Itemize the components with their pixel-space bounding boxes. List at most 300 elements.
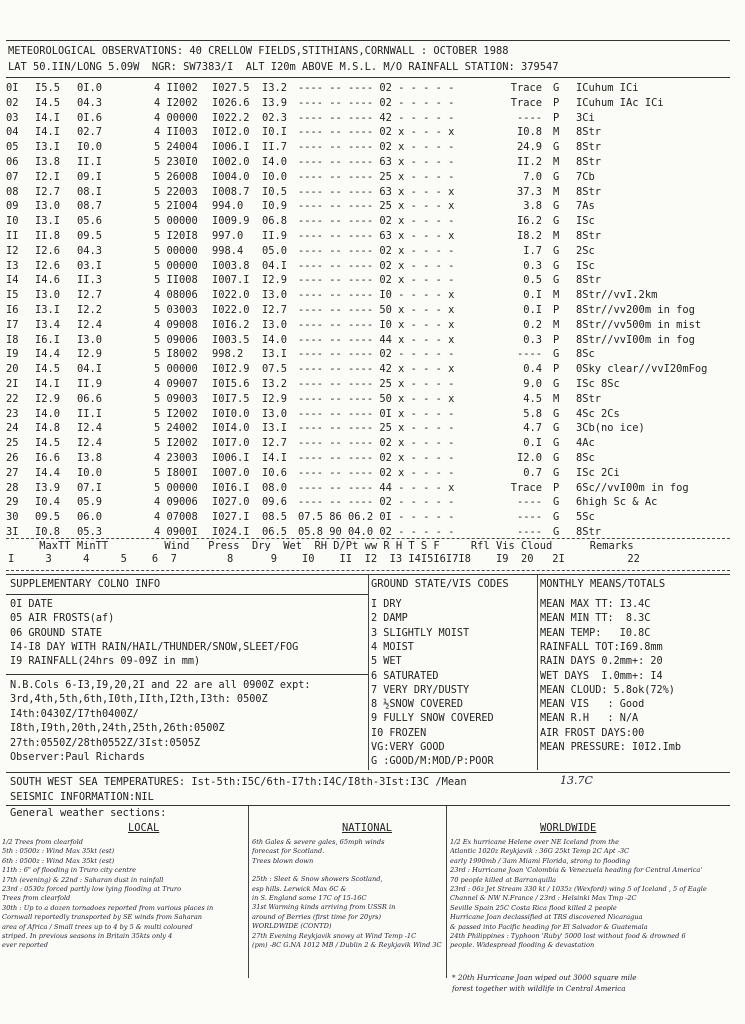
cell-mx: I0.4 <box>35 496 61 509</box>
cell-v: G <box>553 170 560 183</box>
cell-dry: I3.0 <box>262 318 288 331</box>
cell-p: I0I6.I <box>212 481 250 494</box>
cell-mx: I4.8 <box>35 422 61 435</box>
cell-cl: 7Cb <box>576 170 595 183</box>
ground-state-item: 4 MOIST <box>371 641 414 653</box>
cell-rf: 4.5 <box>523 392 542 405</box>
cell-dry: I3.2 <box>262 378 288 390</box>
cell-cl: 3Ci <box>576 111 595 124</box>
cell-d: I3 <box>6 259 19 272</box>
monthly-means-item: RAIN DAYS 0.2mm+: 20 <box>540 656 663 668</box>
cell-p: I0I2.9 <box>212 363 250 376</box>
supplementary-title: SUPPLEMENTARY COLNO INFO <box>10 578 161 590</box>
cell-mx: I3.8 <box>35 156 61 168</box>
cell-d: 09 <box>6 200 19 213</box>
cell-w: 5 09006 <box>154 333 198 346</box>
cell-rf: 0.3 <box>523 259 542 272</box>
cell-v: G <box>553 496 560 509</box>
general-rule <box>6 805 730 806</box>
local-note-line: 11th : 6" of flooding in Truro city centre <box>2 866 137 875</box>
cell-cl: ISc <box>576 259 595 272</box>
cell-cl: 8Str <box>576 126 602 139</box>
supplementary-item: 05 AIR FROSTS(af) <box>10 613 115 625</box>
cell-w: 5 00000 <box>154 363 198 376</box>
cell-mn: I2.9 <box>77 348 103 361</box>
cell-mid: ---- -- ---- 25 x - - - - <box>298 422 455 435</box>
column-headings: MaxTT MinTT Wind Press Dry Wet RH D/Pt ww R H T S F Rfl Vis Cloud Remarks <box>8 540 634 552</box>
cell-v: P <box>553 481 560 494</box>
cell-v: G <box>553 378 560 390</box>
cell-dry: 06.8 <box>262 215 288 228</box>
cell-rf: 0.2 <box>523 318 542 331</box>
cell-mid: ---- -- ---- 25 x - - - - <box>298 170 455 183</box>
cell-cl: 4Ac <box>576 437 595 450</box>
cell-mn: II.I <box>77 407 103 420</box>
cell-p: I006.I <box>212 141 250 154</box>
cell-mx: I4.5 <box>35 437 61 450</box>
cell-d: 23 <box>6 407 19 420</box>
local-note-line: 1/2 Trees from clearfold <box>2 838 83 846</box>
cell-cl: 8Sc <box>576 452 595 464</box>
cell-mn: 04.3 <box>77 96 103 109</box>
cell-mid: ---- -- ---- 44 - - - - x <box>298 481 455 494</box>
worldwide-note-line: 23rd : Hurricane Joan 'Colombia & Venezuela heading for Central America' <box>450 866 703 875</box>
cell-mn: I3.8 <box>77 452 103 464</box>
cell-rf: 9.0 <box>523 378 542 390</box>
seismic-information: SEISMIC INFORMATION:NIL <box>10 791 154 803</box>
cell-dry: I4.0 <box>262 333 288 346</box>
footnote-line: * 20th Hurricane Joan wiped out 3000 square mile <box>452 973 637 982</box>
national-note-line: in S. England some 17C of 15-16C <box>252 894 367 903</box>
cell-mid: ---- -- ---- 02 x - - - - <box>298 452 455 464</box>
ground-state-item: 5 WET <box>371 656 402 668</box>
supplementary-note-line: 3rd,4th,5th,6th,I0th,IIth,I2th,I3th: 0500Z <box>10 694 268 706</box>
supplementary-item: 06 GROUND STATE <box>10 627 103 639</box>
cell-w: 5 00000 <box>154 215 198 228</box>
cell-p: 997.0 <box>212 230 244 242</box>
cell-p: I004.0 <box>212 170 250 183</box>
cell-dry: 02.3 <box>262 111 288 124</box>
cell-d: I6 <box>6 304 19 316</box>
national-note-line: 31st Warming kinds arriving from USSR in <box>252 903 396 912</box>
cell-v: G <box>553 141 560 154</box>
cell-mid: ---- -- ---- 02 - - - - - <box>298 96 455 109</box>
cell-d: 02 <box>6 96 19 109</box>
worldwide-note-line: 1/2 Ex hurricane Helene over NE Iceland from the <box>450 838 620 846</box>
cell-w: 5 24002 <box>154 422 198 435</box>
cell-p: 994.0 <box>212 200 244 213</box>
ground-state-item: 6 SATURATED <box>371 670 439 682</box>
cell-mx: I4.0 <box>35 407 61 420</box>
cell-w: 4 09008 <box>154 318 198 331</box>
cell-v: M <box>553 126 560 139</box>
worldwide-title: WORLDWIDE <box>540 822 597 834</box>
monthly-means-title: MONTHLY MEANS/TOTALS <box>540 578 666 590</box>
cell-rf: ---- <box>516 526 542 538</box>
ground-state-item: 8 ½SNOW COVERED <box>371 699 464 711</box>
cell-d: 0I <box>6 82 19 94</box>
national-note-line: 6th Gales & severe gales, 65mph winds <box>252 838 385 846</box>
cell-cl: 8Str <box>576 185 602 198</box>
cell-cl: 8Str//vv500m in mist <box>576 318 702 331</box>
cell-d: I7 <box>6 318 19 331</box>
cell-v: P <box>553 96 560 109</box>
cell-mid: ---- -- ---- 50 x - - - x <box>298 392 455 405</box>
cell-rf: I0.8 <box>516 126 542 139</box>
cell-p: I007.I <box>212 274 250 287</box>
cell-d: 06 <box>6 156 19 168</box>
cell-dry: I2.7 <box>262 437 288 450</box>
monthly-means-item: MEAN CLOUD: 5.8ok(72%) <box>540 684 675 696</box>
cell-mx: I4.6 <box>35 274 61 287</box>
cell-d: I5 <box>6 289 19 302</box>
cell-mn: 08.I <box>77 185 103 198</box>
cell-mx: I2.6 <box>35 244 61 257</box>
cell-rf: 7.0 <box>523 170 542 183</box>
cell-rf: 0.4 <box>523 363 542 376</box>
cell-mx: I3.0 <box>35 289 61 302</box>
monthly-means-item: MEAN PRESSURE: I0I2.Imb <box>540 742 682 753</box>
cell-rf: 0.7 <box>523 466 542 479</box>
cell-p: I0I2.0 <box>212 126 250 139</box>
cell-mn: II.I <box>77 156 103 168</box>
cell-v: M <box>553 318 560 331</box>
cell-mx: I0.8 <box>35 526 61 538</box>
worldwide-note-line: Hurricane Joan declassified at TRS discovered Nicaragua <box>450 913 643 922</box>
cell-mid: ---- -- ---- 63 x - - - x <box>298 185 455 198</box>
cell-v: G <box>553 437 560 450</box>
header-rule <box>6 77 730 78</box>
cell-dry: 05.0 <box>262 244 288 257</box>
cell-d: I8 <box>6 333 19 346</box>
general-weather-heading: General weather sections: <box>10 807 167 819</box>
cell-mx: I5.5 <box>35 82 61 94</box>
monthly-means-item: MEAN MAX TT: I3.4C <box>540 599 651 610</box>
ground-state-item: I0 FROZEN <box>371 727 427 739</box>
worldwide-footnote <box>452 972 742 994</box>
worldwide-note-line: people. Widespread flooding & devastation <box>450 941 595 950</box>
cell-d: II <box>6 230 19 242</box>
cell-w: 4 I2002 <box>154 96 198 109</box>
cell-cl: 8Str//vvI.2km <box>576 289 658 302</box>
cell-p: I022.0 <box>212 304 250 316</box>
cell-cl: ISc 8Sc <box>576 378 620 390</box>
cell-mn: I0.0 <box>77 466 103 479</box>
cell-dry: I3.9 <box>262 96 288 109</box>
sea-mean-handwritten: 13.7C <box>560 774 593 787</box>
cell-w: 5 09003 <box>154 392 198 405</box>
national-note-line: around of Berries (first time for 20yrs) <box>252 912 382 921</box>
cell-v: P <box>553 363 560 376</box>
cell-dry: I4.0 <box>262 156 288 168</box>
worldwide-note-line: early 1990mb / 3am Miami Florida, strong to flooding <box>450 856 631 865</box>
cell-w: 4 09006 <box>154 496 198 509</box>
cell-mid: ---- -- ---- I0 x - - - x <box>298 318 455 331</box>
cell-w: 4 0900I <box>154 526 198 538</box>
ground-state-item: 2 DAMP <box>371 613 408 625</box>
cell-d: 3I <box>6 526 19 538</box>
cell-cl: 4Sc 2Cs <box>576 407 620 420</box>
cell-mid: ---- -- ---- 02 x - - - - <box>298 466 455 479</box>
supplementary-nb-rule <box>6 674 368 675</box>
cell-v: G <box>553 274 560 287</box>
cell-p: I027.5 <box>212 82 250 94</box>
cell-dry: 08.5 <box>262 511 288 524</box>
cell-mid: 07.5 86 06.2 0I - - - - - <box>298 511 455 524</box>
national-note-line: Trees blown down <box>252 856 314 865</box>
cell-p: I027.0 <box>212 496 250 509</box>
cell-mid: ---- -- ---- 02 x - - - - <box>298 259 455 272</box>
supplementary-note-line: 27th:0550Z/28th0552Z/3Ist:0505Z <box>10 737 201 749</box>
cell-mx: I4.4 <box>35 348 61 361</box>
cell-mid: ---- -- ---- 63 x - - - x <box>298 230 455 242</box>
cell-dry: I4.I <box>262 452 288 464</box>
cell-d: 27 <box>6 466 19 479</box>
supplementary-note-line: I4th:0430Z/I7th0400Z/ <box>10 708 139 720</box>
national-note-line: forecast for Scotland. <box>252 847 325 856</box>
cell-rf: I.7 <box>523 244 542 257</box>
cell-mx: I2.7 <box>35 185 61 198</box>
cell-cl: 8Str <box>576 141 602 154</box>
cell-mx: I4.4 <box>35 466 61 479</box>
cell-dry: I2.7 <box>262 304 288 316</box>
cell-p: I022.0 <box>212 289 250 302</box>
cell-rf: Trace <box>510 96 542 109</box>
cell-cl: ISc 2Ci <box>576 466 620 479</box>
local-note-line: 17th (evening) & 22nd : Saharan dust in rainfall <box>2 875 164 884</box>
sea-top-rule <box>6 772 730 773</box>
monthly-means-item: AIR FROST DAYS:00 <box>540 727 645 739</box>
cell-w: 5 00000 <box>154 259 198 272</box>
cell-dry: I0.0 <box>262 170 288 183</box>
cell-v: G <box>553 452 560 464</box>
cell-mx: I3.I <box>35 304 61 316</box>
local-note-line: 6th : 0500z : Wind Max 35kt (est) <box>2 856 115 865</box>
cell-w: 5 03003 <box>154 304 198 316</box>
cell-dry: I0.5 <box>262 185 288 198</box>
worldwide-notes <box>450 838 740 951</box>
national-title: NATIONAL <box>342 822 393 834</box>
cell-rf: II.2 <box>516 156 542 168</box>
table-bottom-rule <box>6 538 730 539</box>
cell-mn: 05.3 <box>77 526 103 538</box>
cell-dry: I3.I <box>262 348 288 361</box>
cell-cl: 6Sc//vvI00m in fog <box>576 481 689 494</box>
monthly-means-item: RAINFALL TOT:I69.8mm <box>540 641 663 653</box>
cell-p: I006.I <box>212 452 250 464</box>
cell-v: G <box>553 259 560 272</box>
cell-p: I007.0 <box>212 466 250 479</box>
cell-mn: I3.0 <box>77 333 103 346</box>
cell-w: 5 00000 <box>154 481 198 494</box>
cell-w: 5 I800I <box>154 466 198 479</box>
cell-d: 29 <box>6 496 19 509</box>
cell-cl: 8Str <box>576 392 602 405</box>
national-note-line <box>252 866 444 875</box>
local-notes <box>2 838 246 951</box>
supplementary-item: I9 RAINFALL(24hrs 09-09Z in mm) <box>10 656 201 668</box>
cell-dry: II.9 <box>262 230 288 242</box>
cell-rf: 37.3 <box>516 185 542 198</box>
supplementary-item: 0I DATE <box>10 599 53 610</box>
cell-rf: 3.8 <box>523 200 542 213</box>
cell-cl: 8Str//vvI00m in fog <box>576 333 695 346</box>
cell-v: G <box>553 348 560 361</box>
cell-p: I0I6.2 <box>212 318 250 331</box>
cell-mx: I6.I <box>35 333 61 346</box>
cell-cl: 8Str <box>576 156 602 168</box>
cell-cl: ISc <box>576 215 595 228</box>
cell-dry: I3.0 <box>262 289 288 302</box>
national-note-line: WORLDWIDE (CONTD) <box>252 922 332 931</box>
cell-cl: 8Str <box>576 230 602 242</box>
cell-w: 5 24004 <box>154 141 198 154</box>
cell-p: I0I5.6 <box>212 378 250 390</box>
cell-mn: 0I.6 <box>77 111 103 124</box>
cell-dry: I3.0 <box>262 407 288 420</box>
cell-rf: I6.2 <box>516 215 542 228</box>
cell-rf: 0.I <box>523 289 542 302</box>
footnote-line: forest together with wildlife in Central America <box>452 984 626 993</box>
cell-mn: 04.I <box>77 363 103 376</box>
cell-mid: ---- -- ---- 42 x - - - x <box>298 363 455 376</box>
cell-rf: I8.2 <box>516 230 542 242</box>
cell-dry: 07.5 <box>262 363 288 376</box>
worldwide-note-line: Seville Spain 25C Costa Rica flood killed 2 people <box>450 903 617 912</box>
info-divider-1 <box>368 574 369 770</box>
cell-mx: II.8 <box>35 230 61 242</box>
cell-w: 4 II002 <box>154 82 198 94</box>
cell-mid: ---- -- ---- 50 x - - - x <box>298 304 455 316</box>
national-notes <box>252 838 444 950</box>
cell-w: 5 I8002 <box>154 348 198 361</box>
supplementary-note-line: N.B.Cols 6-I3,I9,20,2I and 22 are all 0900Z expt: <box>10 680 311 691</box>
monthly-means-item: WET DAYS I.0mm+: I4 <box>540 670 663 682</box>
cell-dry: I2.9 <box>262 274 288 287</box>
cell-w: 5 22003 <box>154 185 198 198</box>
cell-d: 2I <box>6 378 19 390</box>
cell-dry: 06.5 <box>262 526 288 538</box>
cell-w: 5 I2002 <box>154 407 198 420</box>
cell-mid: ---- -- ---- 02 x - - - x <box>298 126 455 139</box>
cell-rf: 0.3 <box>523 333 542 346</box>
cell-w: 4 08006 <box>154 289 198 302</box>
cell-v: M <box>553 230 560 242</box>
cell-mx: I3.0 <box>35 200 61 213</box>
cell-d: 22 <box>6 392 19 405</box>
monthly-means-item: MEAN R.H : N/A <box>540 713 639 725</box>
cell-rf: Trace <box>510 82 542 94</box>
cell-mn: 05.9 <box>77 496 103 509</box>
cell-v: M <box>553 392 560 405</box>
cell-d: 04 <box>6 126 19 139</box>
cell-p: 998.4 <box>212 244 244 257</box>
cell-mid: ---- -- ---- 02 - - - - - <box>298 496 455 509</box>
info-divider-2 <box>537 574 538 770</box>
cell-mid: 05.8 90 04.0 02 - - - - - <box>298 526 455 538</box>
cell-mid: ---- -- ---- 25 x - - - - <box>298 378 455 390</box>
cell-w: 5 00000 <box>154 244 198 257</box>
header-line-1: METEOROLOGICAL OBSERVATIONS: 40 CRELLOW FIELDS,STITHIANS,CORNWALL : OCTOBER 1988 <box>8 45 509 57</box>
cell-v: P <box>553 304 560 316</box>
cell-mx: I2.9 <box>35 392 61 405</box>
cell-mx: 09.5 <box>35 511 61 524</box>
cell-cl: 5Sc <box>576 511 595 524</box>
cell-w: 4 00000 <box>154 111 198 124</box>
cell-rf: ---- <box>516 496 542 509</box>
cell-d: I2 <box>6 244 19 257</box>
cell-mn: 06.0 <box>77 511 103 524</box>
cell-mn: I2.7 <box>77 289 103 302</box>
cell-mid: ---- -- ---- 44 x - - - x <box>298 333 455 346</box>
cell-w: 5 2I004 <box>154 200 198 213</box>
cell-v: G <box>553 82 560 94</box>
cell-p: I008.7 <box>212 185 250 198</box>
ground-state-item: 7 VERY DRY/DUSTY <box>371 684 470 696</box>
monthly-means-item: MEAN VIS : Good <box>540 699 645 711</box>
national-note-line: esp hills. Lerwick Max 6C & <box>252 884 347 893</box>
cell-dry: I3.2 <box>262 82 288 94</box>
cell-mx: I4.I <box>35 378 61 390</box>
cell-v: M <box>553 156 560 168</box>
cell-w: 5 I2002 <box>154 437 198 450</box>
cell-p: I002.0 <box>212 156 250 168</box>
ground-state-item: VG:VERY GOOD <box>371 742 445 753</box>
sea-temperatures: SOUTH WEST SEA TEMPERATURES: Ist-5th:I5C/6th-I7th:I4C/I8th-3Ist:I3C /Mean <box>10 776 467 788</box>
cell-d: 08 <box>6 185 19 198</box>
cell-cl: 8Str <box>576 274 602 287</box>
ground-state-item: I DRY <box>371 599 402 610</box>
cell-v: G <box>553 407 560 420</box>
cell-mx: I3.4 <box>35 318 61 331</box>
ground-state-item: 3 SLIGHTLY MOIST <box>371 627 470 639</box>
cell-mn: 03.I <box>77 259 103 272</box>
cell-rf: 5.8 <box>523 407 542 420</box>
cell-d: I4 <box>6 274 19 287</box>
cell-v: P <box>553 333 560 346</box>
cell-mn: I2.4 <box>77 422 103 435</box>
cell-p: 998.2 <box>212 348 244 361</box>
cell-v: G <box>553 526 560 538</box>
cell-mn: II.9 <box>77 378 103 390</box>
cell-d: I0 <box>6 215 19 228</box>
cell-mn: 04.3 <box>77 244 103 257</box>
cell-p: I0I7.0 <box>212 437 250 450</box>
sections-divider-1 <box>248 806 249 978</box>
cell-dry: I2.9 <box>262 392 288 405</box>
cell-v: G <box>553 466 560 479</box>
cell-mx: I4.5 <box>35 96 61 109</box>
column-numbers: I 3 4 5 6 7 8 9 I0 II I2 I3 I4I5I6I7I8 I9 20 2I 22 <box>8 553 640 565</box>
cell-cl: 8Sc <box>576 348 595 361</box>
cell-p: I027.I <box>212 511 250 524</box>
supplementary-title-rule <box>6 594 368 595</box>
cell-rf: 4.7 <box>523 422 542 435</box>
cell-cl: 8Str//vv200m in fog <box>576 304 695 316</box>
national-note-line: (pm) -8C G.NA 1012 MB / Dublin 2 & Reykjavik Wind 3C <box>252 941 442 950</box>
cell-rf: 0.I <box>523 437 542 450</box>
cell-cl: 2Sc <box>576 244 595 257</box>
cell-mx: I3.I <box>35 215 61 228</box>
cell-d: 30 <box>6 511 19 524</box>
local-note-line: Cornwall reportedly transported by SE winds from Saharan <box>2 913 203 922</box>
cell-w: 4 23003 <box>154 452 198 464</box>
cell-p: I0I7.5 <box>212 392 250 405</box>
cell-w: 4 II003 <box>154 126 198 139</box>
ground-state-item: 9 FULLY SNOW COVERED <box>371 713 494 725</box>
cell-mn: I2.4 <box>77 318 103 331</box>
ground-state-title: GROUND STATE/VIS CODES <box>371 578 509 590</box>
